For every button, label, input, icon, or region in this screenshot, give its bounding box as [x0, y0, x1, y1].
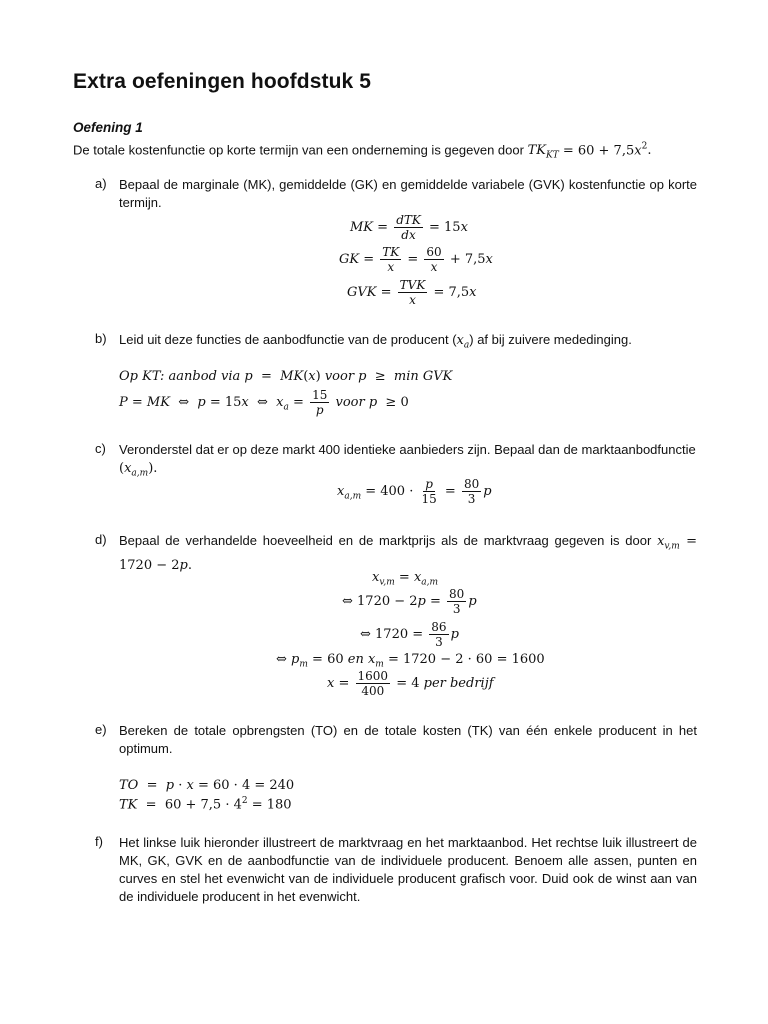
part-c-label: c): [95, 441, 106, 456]
part-d-eq4: ⇔ $p_m = 60$ en $x_m = 1720 - 2 \cdot 60 = 1600$: [276, 652, 545, 670]
intro-formula: $TK_{KT}$: [527, 143, 559, 161]
part-b-label: b): [95, 331, 107, 346]
part-b-line2: P = MK ⇔ p = 15x ⇔ $x_a$ = $\frac{15}{p}$ voor p ≥ 0: [119, 388, 409, 417]
part-d-label: d): [95, 532, 107, 547]
part-e-label: e): [95, 722, 107, 737]
part-f-label: f): [95, 834, 103, 849]
equation-mk: MK = $\frac{\text{dTK}}{dx}$ = 15x: [350, 213, 468, 242]
part-a-text: Bepaal de marginale (MK), gemiddelde (GK) en gemiddelde variabele (GVK) kostenfunctie op korte termijn.: [119, 177, 697, 210]
part-c-equation: $x_{a,m} = 400$ · $\frac{p}{15}$ = $\frac{80}{3}$ p: [337, 477, 492, 506]
part-a-label: a): [95, 176, 107, 191]
part-b-line1: Op KT: aanbod via p = MK(x) voor p ≥ min GVK: [119, 369, 453, 384]
equation-gk: GK = $\frac{TK}{x}$ = $\frac{60}{x}$ + 7,5x: [339, 245, 493, 274]
part-d-eq1: $x_{v,m} = x_{a,m}$: [372, 570, 439, 588]
part-d-eq2: ⇔ 1720 − 2p = $\frac{80}{3}$ p: [342, 587, 477, 616]
part-e-text: Bereken de totale opbrengsten (TO) en de totale kosten (TK) van één enkele producent in het optimum.: [119, 723, 697, 756]
part-c-text: Veronderstel dat er op deze markt 400 identieke aanbieders zijn. Bepaal dan de marktaanbodfunctie $(x_{a,m})$.: [119, 442, 696, 479]
part-d-eq3: ⇔ 1720 = $\frac{86}{3}$ p: [360, 620, 459, 649]
intro-text: De totale kostenfunctie op korte termijn van een onderneming is gegeven door: [73, 142, 524, 158]
part-e-eq2: TK = $60 + 7,5 \cdot 4^2 = 180$: [119, 796, 292, 813]
part-b-text: Leid uit deze functies de aanbodfunctie van de producent $(x_a)$ af bij zuivere mededinging.: [119, 332, 632, 351]
exercise-heading: Oefening 1: [73, 120, 143, 135]
part-f-text: Het linkse luik hieronder illustreert de marktvraag en het marktaanbod. Het rechtse luik illustreert de MK, GK, GVK en de aanbodfunctie van de individuele producent. Benoem alle assen, punten en curves en stel het evenwicht van de individuele producent grafisch voor. Duid ook de winst aan van de individuele producent in het evenwicht.: [119, 835, 697, 904]
exercise-intro: De totale kostenfunctie op korte termijn van een onderneming is gegeven door $TK_{KT} = 60 + 7,5x^2$.: [73, 142, 652, 161]
part-d-text: Bepaal de verhandelde hoeveelheid en de marktprijs als de marktvraag gegeven is door $x_{v,m} = 1720 - 2p$.: [119, 533, 697, 573]
part-e-eq1: TO = p · x = 60 · 4 = 240: [119, 778, 295, 793]
document-title: Extra oefeningen hoofdstuk 5: [73, 70, 371, 93]
equation-gvk: GVK = $\frac{\text{TVK}}{x}$ = 7,5x: [347, 278, 477, 307]
part-d-eq5: x = $\frac{1600}{400}$ = 4 per bedrijf: [327, 669, 494, 698]
